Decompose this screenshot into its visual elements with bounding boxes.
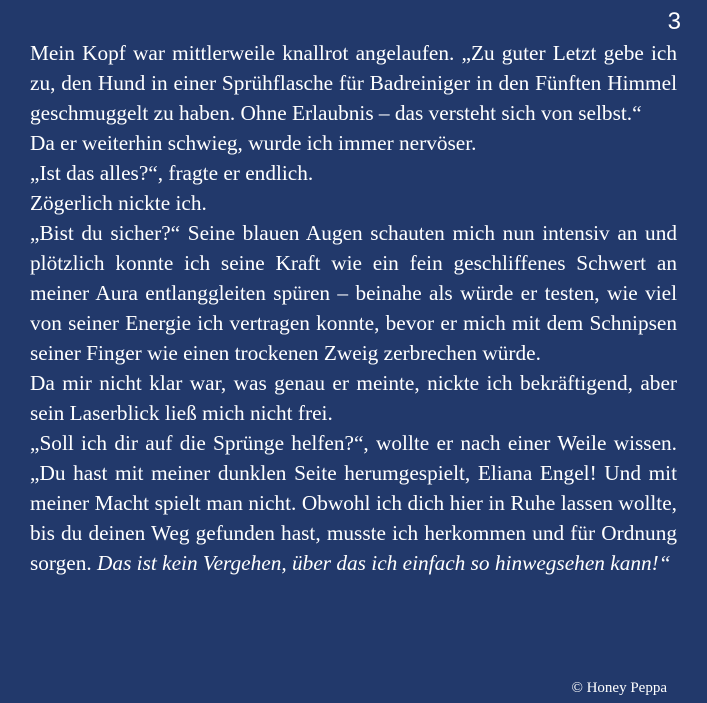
copyright-notice: © Honey Peppa [571,680,667,696]
paragraph-final [30,428,677,578]
paragraph: „Ist das alles?“, fragte er endlich. [30,161,314,185]
paragraph: Mein Kopf war mittlerweile knallrot angelaufen. „Zu guter Letzt gebe ich zu, den Hund in einer Sprühflasche für Badreiniger in den Fünften Himmel geschmuggelt zu haben. Ohne Erlaubnis – das versteht sich von selbst.“ [30,41,677,125]
paragraph: Da er weiterhin schwieg, wurde ich immer nervöser. [30,131,477,155]
paragraph: „Bist du sicher?“ Seine blauen Augen schauten mich nun intensiv an und plötzlich konnte ich seine Kraft wie ein fein geschliffenes Schwert an meiner Aura entlanggleiten spüren – beinahe als würde er testen, wie viel von seiner Energie ich vertragen konnte, bevor er mich mit dem Schnipsen seiner Finger wie einen trockenen Zweig zerbrechen würde. [30,221,677,365]
paragraph-text: „Soll ich dir auf die Sprünge helfen?“, wollte er nach einer Weile wissen. „Du hast mit meiner dunklen Seite herumgespielt, Eliana Engel! Und mit meiner Macht spielt man nicht. Obwohl ich dich hier in Ruhe lassen wollte, bis du deinen Weg gefunden hast, musste ich herkommen und für Ordnung sorgen. [30,431,677,575]
page-number: 3 [667,8,681,35]
paragraph: Da mir nicht klar war, was genau er meinte, nickte ich bekräftigend, aber sein Laserblick ließ mich nicht frei. [30,371,677,425]
paragraph: Zögerlich nickte ich. [30,191,207,215]
story-text [30,38,677,578]
italic-quote: Das ist kein Vergehen, über das ich einfach so hinwegsehen kann!“ [97,551,671,575]
